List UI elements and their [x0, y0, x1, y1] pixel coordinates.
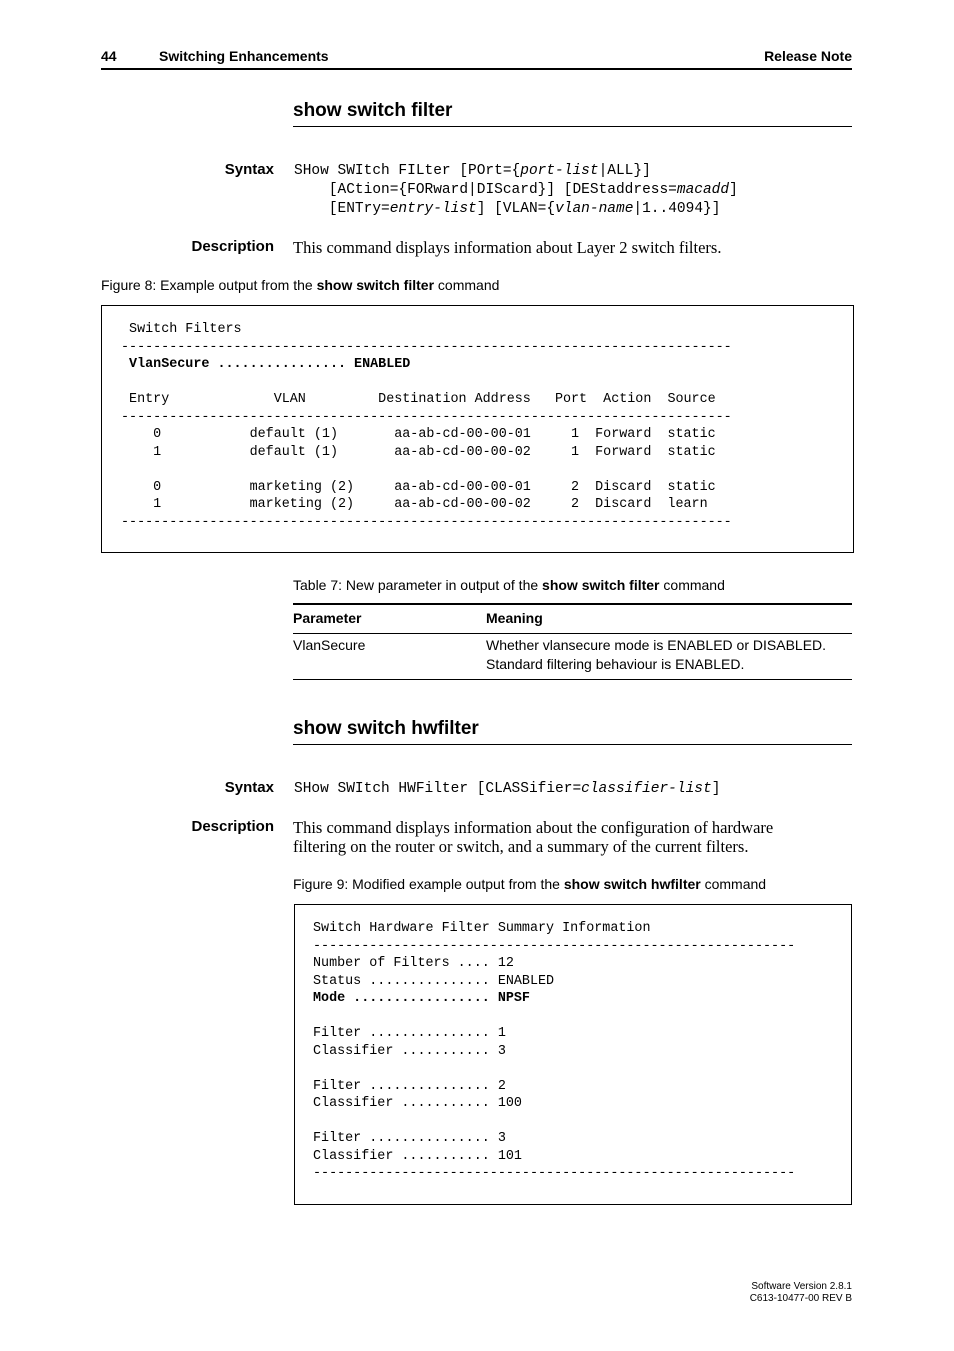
code-line: Switch Hardware Filter Summary Information [313, 921, 651, 936]
syntax-param: macadd [676, 182, 730, 198]
description-label: Description [191, 818, 274, 835]
footer-version: Software Version 2.8.1 [751, 1281, 852, 1292]
table-caption [293, 577, 725, 593]
syntax-text: SHow SWItch FILter [POrt={ [294, 163, 521, 179]
syntax-param: entry-list [389, 201, 477, 217]
syntax-text: ] [VLAN={ [476, 201, 556, 217]
section-title-show-switch-hwfilter: show switch hwfilter [293, 718, 479, 739]
caption-text: command [700, 876, 767, 892]
code-line: Classifier ........... 3 [313, 1043, 506, 1059]
footer-document-number: C613-10477-00 REV B [749, 1293, 852, 1304]
syntax-param: classifier-list [581, 781, 712, 797]
chapter-title: Switching Enhancements [159, 48, 329, 64]
syntax-text: SHow SWItch HWFilter [CLASSifier= [294, 781, 582, 797]
caption-text: command [659, 577, 725, 593]
code-line: Filter ............... 1 [313, 1026, 506, 1041]
description-text-line1: This command displays information about the configuration of hardware [293, 818, 774, 837]
table-header-rule [293, 633, 852, 634]
code-row: 0 default (1) aa-ab-cd-00-00-01 1 Forward static [129, 427, 716, 442]
table-header-parameter: Parameter [293, 610, 362, 626]
code-row: 1 marketing (2) aa-ab-cd-00-00-02 2 Discard learn [129, 497, 708, 512]
code-line: Filter ............... 2 [313, 1078, 506, 1094]
document-title: Release Note [764, 48, 852, 64]
code-column-header: Entry VLAN Destination Address Port Action Source [129, 392, 716, 407]
caption-text: command [434, 277, 500, 293]
code-divider: ---------------------------------------------------------------------------- [121, 339, 732, 355]
syntax-text: ] [729, 182, 738, 198]
code-divider: ---------------------------------------------------------------------------- [121, 409, 732, 425]
code-line: Status ............... ENABLED [313, 973, 555, 989]
syntax-text: ] [711, 781, 721, 797]
section-title-show-switch-filter: show switch filter [293, 100, 453, 121]
syntax-text: |ALL}] [598, 163, 651, 179]
code-line-mode: Mode ................. NPSF [313, 991, 530, 1006]
syntax-label: Syntax [224, 161, 274, 178]
syntax-block [294, 162, 738, 219]
table-bottom-rule [293, 679, 852, 680]
syntax-param: vlan-name [555, 201, 634, 217]
caption-command: show switch filter [316, 277, 435, 293]
figure-caption [293, 876, 766, 892]
section-rule [293, 126, 852, 127]
code-divider: ---------------------------------------------------------------------------- [121, 514, 732, 530]
code-output-switch-hwfilter [313, 920, 795, 1183]
caption-command: show switch hwfilter [563, 876, 701, 892]
page-number: 44 [101, 48, 117, 64]
code-line-vlansecure: VlanSecure ................ ENABLED [129, 357, 411, 372]
code-output-switch-filter [121, 321, 732, 531]
description-label: Description [191, 238, 274, 255]
table-cell-meaning-line2: Standard filtering behaviour is ENABLED. [486, 656, 745, 672]
syntax-text: [ACtion={FORward|DIScard}] [DEStaddress= [328, 182, 677, 198]
syntax-block [294, 780, 720, 799]
code-line: Classifier ........... 101 [313, 1148, 522, 1164]
caption-text: Table 7: New parameter in output of the [293, 577, 543, 593]
description-text: This command displays information about Layer 2 switch filters. [293, 238, 722, 257]
code-line: Classifier ........... 100 [313, 1096, 522, 1111]
code-divider: ------------------------------------------------------------ [313, 1166, 796, 1181]
code-line: Number of Filters .... 12 [313, 956, 514, 971]
code-divider: ------------------------------------------------------------ [313, 938, 796, 954]
caption-text: Figure 9: Modified example output from the [293, 876, 564, 892]
code-line: Switch Filters [129, 322, 242, 337]
table-header-meaning: Meaning [486, 610, 543, 626]
description-text-line2: filtering on the router or switch, and a summary of the current filters. [293, 837, 749, 856]
section-rule [293, 744, 852, 745]
code-row: 0 marketing (2) aa-ab-cd-00-00-01 2 Discard static [129, 479, 716, 495]
caption-text: Figure 8: Example output from the [101, 277, 317, 293]
code-row: 1 default (1) aa-ab-cd-00-00-02 1 Forward static [129, 444, 716, 460]
table-top-rule [293, 603, 852, 605]
figure-caption [101, 277, 499, 293]
code-line: Filter ............... 3 [313, 1131, 506, 1146]
table-cell-parameter: VlanSecure [293, 637, 366, 653]
syntax-label: Syntax [224, 779, 274, 796]
syntax-param: port-list [520, 163, 599, 179]
caption-command: show switch filter [542, 577, 660, 593]
syntax-text: [ENTry= [328, 201, 390, 217]
syntax-text: |1..4094}] [633, 201, 721, 217]
table-cell-meaning-line1: Whether vlansecure mode is ENABLED or DISABLED. [486, 637, 827, 653]
header-rule [101, 68, 852, 70]
